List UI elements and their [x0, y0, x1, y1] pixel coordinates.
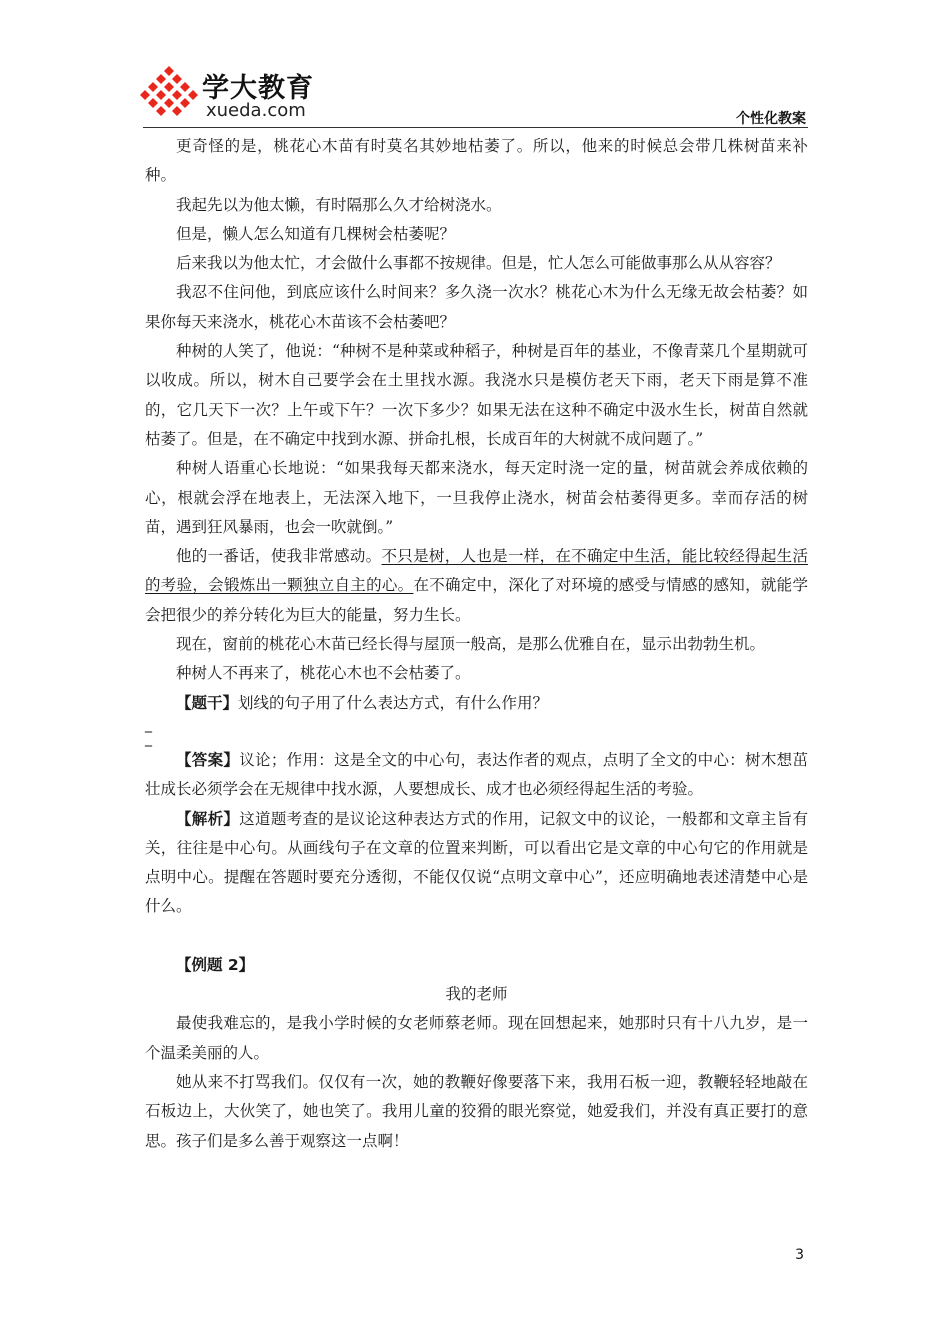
paragraph: 种树人不再来了，桃花心木也不会枯萎了。 [176, 664, 471, 683]
paragraph: 我忍不住问他，到底应该什么时间来？多久浇一次水？桃花心木为什么无缘无故会枯萎？如果你每天来浇水，桃花心木苗该不会枯萎吧？ [145, 283, 808, 331]
answer-paragraph [145, 746, 808, 805]
text-after: 在不确定中，深化了对环境的感受与情感的感知，就能学会把很少的养分转化为巨大的能量，努力生长。 [145, 576, 808, 624]
example-heading [145, 951, 808, 980]
logo-chinese-text: 学大教育 [202, 73, 314, 104]
paragraph: 种树的人笑了，他说：“种树不是种菜或种稻子，种树是百年的基业，不像青菜几个星期就可以收成。所以，树木自己要学会在土里找水源。我浇水只是模仿老天下雨，老天下雨是算不准的，它几天下一次？上午或下午？一次下多少？如果无法在这种不确定中汲水生长，树苗自然就枯萎了。但是，在不确定中找到水源、拼命扎根，长成百年的大树就不成问题了。” [145, 342, 808, 448]
header-label: 个性化教案 [736, 111, 806, 127]
passage-title: 我的老师 [445, 985, 508, 1004]
underlined-sentence: 不只是树，人也是一样，在不确定中生活，能比较经得起生活的考验，会锻炼出一颗独立自主的心。 [145, 547, 808, 595]
header-divider [143, 127, 808, 128]
answer-blank-line: _ [145, 730, 152, 747]
answer-blank-line: _ [145, 716, 152, 733]
xueda-logo-icon [140, 64, 198, 120]
answer-label: 【答案】 [176, 750, 240, 769]
paragraph-with-underline [145, 542, 808, 630]
logo-english-text: xueda.com [206, 100, 306, 121]
blank-line [145, 922, 808, 951]
question-label: 【题干】 [176, 693, 239, 712]
analysis-paragraph [145, 805, 808, 922]
document-body [145, 132, 808, 1156]
xueda-logo [140, 60, 340, 122]
paragraph: 种树人语重心长地说：“如果我每天都来浇水，每天定时浇一定的量，树苗就会养成依赖的心，根就会浮在地表上，无法深入地下，一旦我停止浇水，树苗会枯萎得更多。幸而存活的树苗，遇到狂风暴雨，也会一吹就倒。” [145, 459, 808, 536]
text-before: 他的一番话，使我非常感动。 [176, 547, 382, 566]
question-stem [145, 689, 808, 718]
analysis-label: 【解析】 [176, 809, 240, 828]
paragraph: 更奇怪的是，桃花心木苗有时莫名其妙地枯萎了。所以，他来的时候总会带几株树苗来补种。 [145, 137, 808, 185]
question-text: 划线的句子用了什么表达方式，有什么作用？ [238, 693, 549, 712]
paragraph: 她从来不打骂我们。仅仅有一次，她的教鞭好像要落下来，我用石板一迎，教鞭轻轻地敲在石板边上，大伙笑了，她也笑了。我用儿童的狡猾的眼光察觉，她爱我们，并没有真正要打的意思。孩子们是多么善于观察这一点啊！ [145, 1072, 808, 1150]
paragraph: 后来我以为他太忙，才会做什么事都不按规律。但是，忙人怎么可能做事那么从从容容？ [176, 254, 781, 273]
example-label: 【例题 2】 [176, 955, 255, 974]
answer-text: 议论；作用：这是全文的中心句，表达作者的观点，点明了全文的中心：树木想茁壮成长必须学会在无规律中找水源，人要想成长、成才也必须经得起生活的考验。 [145, 750, 808, 799]
paragraph: 但是，懒人怎么知道有几棵树会枯萎呢？ [176, 224, 456, 243]
paragraph: 最使我难忘的，是我小学时候的女老师蔡老师。现在回想起来，她那时只有十八九岁，是一个温柔美丽的人。 [145, 1014, 808, 1062]
page-number: 3 [795, 1247, 804, 1263]
analysis-text: 这道题考查的是议论这种表达方式的作用，记叙文中的议论，一般都和文章主旨有关，往往是中心句。从画线句子在文章的位置来判断，可以看出它是文章的中心句它的作用就是点明中心。提醒在答题时要充分透彻，不能仅仅说“点明文章中心”，还应明确地表述清楚中心是什么。 [145, 809, 808, 916]
paragraph: 现在，窗前的桃花心木苗已经长得与屋顶一般高，是那么优雅自在，显示出勃勃生机。 [176, 635, 766, 654]
paragraph: 我起先以为他太懒，有时隔那么久才给树浇水。 [176, 195, 502, 214]
